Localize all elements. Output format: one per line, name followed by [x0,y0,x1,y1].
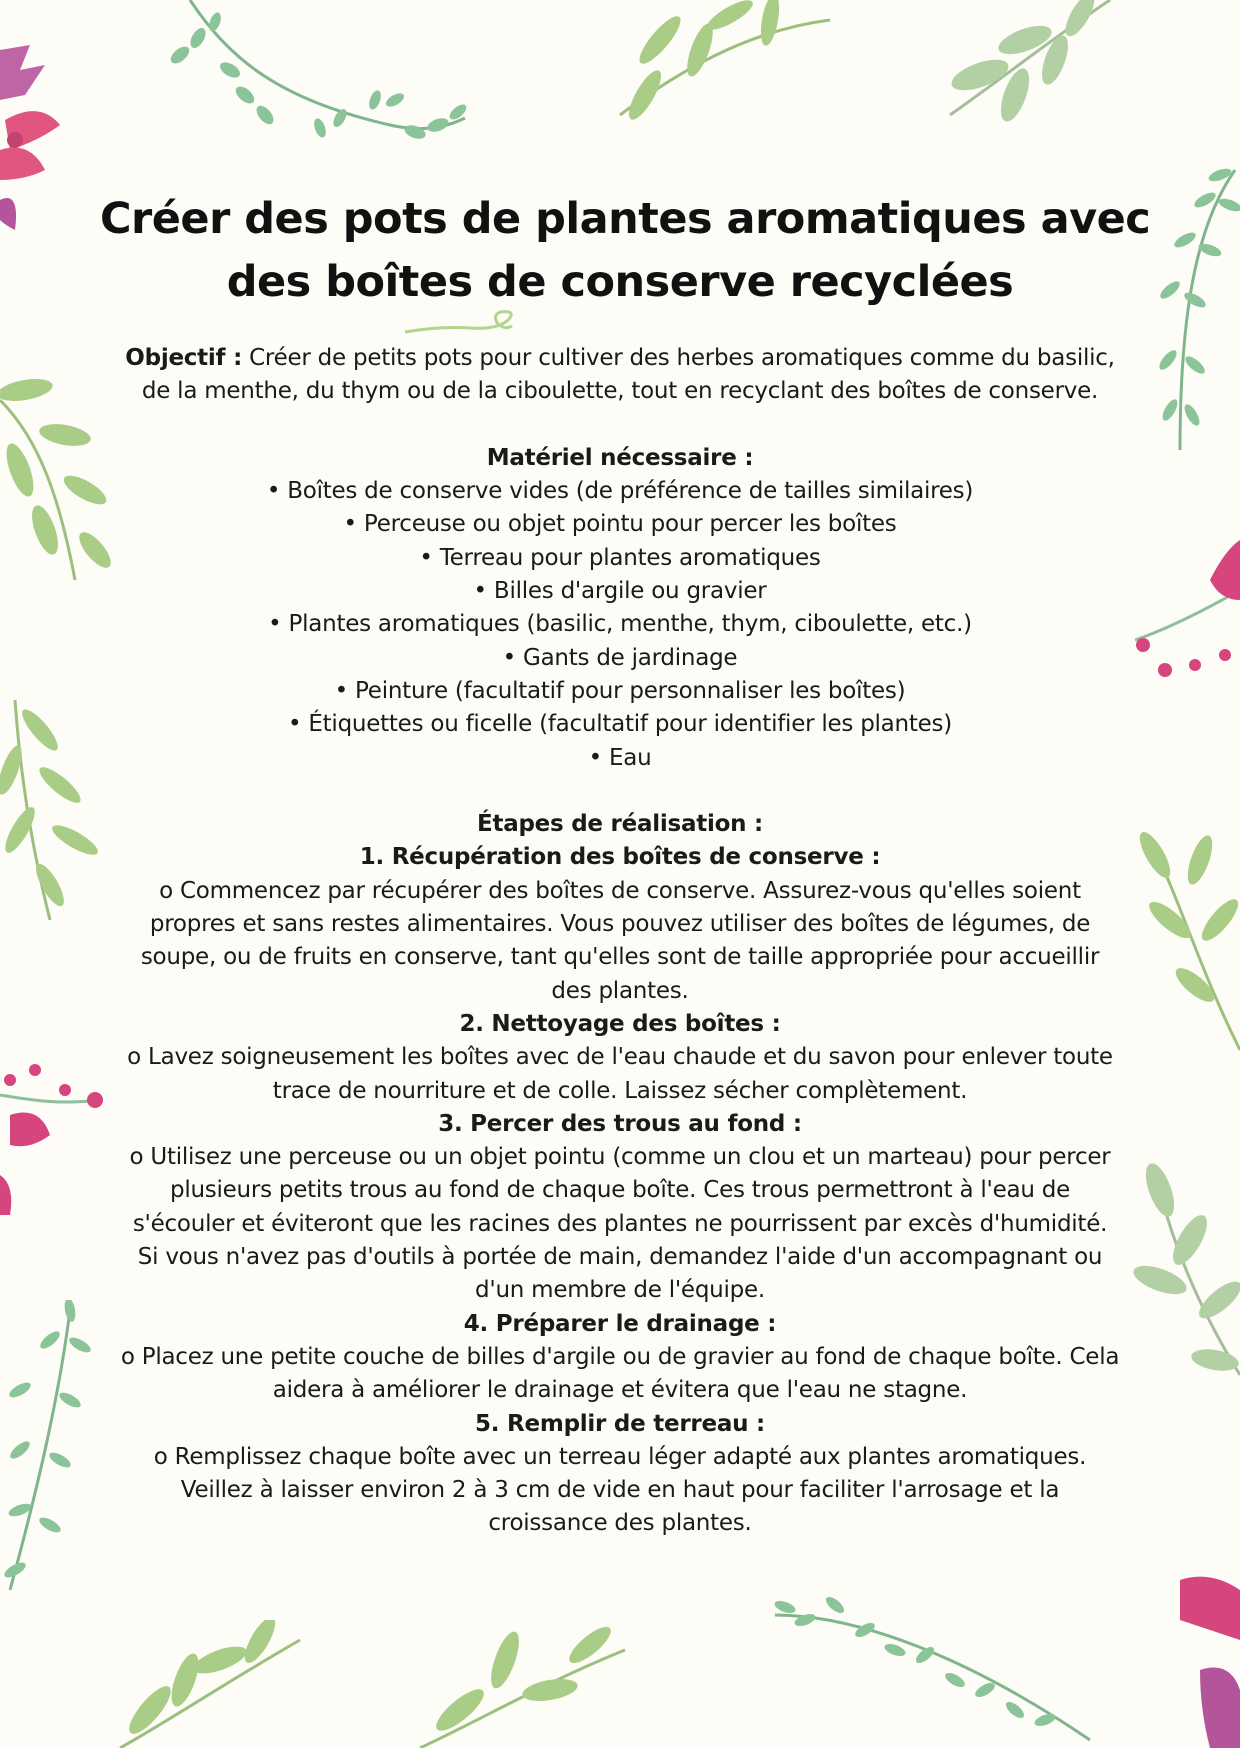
step-3-line: Si vous n'avez pas d'outils à portée de main, demandez l'aide d'un accompagnant ou [137,1244,1103,1271]
pink-flower-icon [1170,1560,1240,1748]
title-line-1: Créer des pots de plantes aromatiques avec [100,194,1151,244]
step-2-line: o Lavez soigneusement les boîtes avec de l'eau chaude et du savon pour enlever toute [127,1044,1113,1071]
eucalyptus-leaf-icon [600,0,840,130]
step-1-line: des plantes. [551,977,689,1004]
eucalyptus-leaf-icon [410,1620,630,1748]
document-content [100,188,1151,1541]
step-title-4: 4. Préparer le drainage : [463,1310,777,1337]
eucalyptus-leaf-icon [1130,1160,1240,1380]
step-1-line: o Commencez par récupérer des boîtes de conserve. Assurez-vous qu'elles soient [159,877,1081,904]
fern-sprig-icon [765,1595,1095,1748]
step-title-1: 1. Récupération des boîtes de conserve : [359,844,881,871]
step-4-line: o Placez une petite couche de billes d'argile ou de gravier au fond de chaque boîte. Cela [120,1343,1120,1370]
page-title [100,188,1151,314]
step-3-line: o Utilisez une perceuse ou un objet pointu (comme un clou et un marteau) pour percer [129,1144,1111,1171]
fern-sprig-icon [170,0,470,160]
title-line-2: des boîtes de conserve recyclées [226,257,1014,307]
step-4-line: aidera à améliorer le drainage et évitera que l'eau ne stagne. [272,1377,968,1404]
step-2-line: trace de nourriture et de colle. Laissez sécher complètement. [272,1077,968,1104]
eucalyptus-leaf-icon [110,1620,310,1748]
objective-line-2: de la menthe, du thym ou de la ciboulette, tout en recyclant des boîtes de conserve. [141,378,1099,405]
materials-item: • Gants de jardinage [502,644,738,671]
objective-line-1 [100,342,1140,375]
step-title-3: 3. Percer des trous au fond : [438,1110,802,1137]
materials-item: • Plantes aromatiques (basilic, menthe, thym, ciboulette, etc.) [268,611,972,638]
materials-item: • Perceuse ou objet pointu pour percer les boîtes [343,511,897,538]
objective-text-1: Créer de petits pots pour cultiver des herbes aromatiques comme du basilic, [242,345,1115,371]
step-3-line: plusieurs petits trous au fond de chaque boîte. Ces trous permettront à l'eau de [169,1177,1071,1204]
materials-item: • Étiquettes ou ficelle (facultatif pour identifier les plantes) [288,711,952,738]
pink-flower-icon [0,1055,110,1215]
objective-label: Objectif : [125,345,243,371]
materials-item: • Boîtes de conserve vides (de préférence de tailles similaires) [266,478,974,505]
step-1-line: propres et sans restes alimentaires. Vous pouvez utiliser des boîtes de légumes, de [149,911,1091,938]
steps-heading: Étapes de réalisation : [476,811,763,838]
pink-flower-icon [1125,530,1240,690]
materials-item: • Billes d'argile ou gravier [473,578,767,605]
materials-item: • Terreau pour plantes aromatiques [419,544,821,571]
eucalyptus-leaf-icon [1130,820,1240,1060]
materials-heading: Matériel nécessaire : [486,444,754,471]
materials-item: • Peinture (facultatif pour personnaliser les boîtes) [334,677,906,704]
materials-item: • Eau [588,744,652,771]
step-3-line: d'un membre de l'équipe. [475,1277,765,1304]
eucalyptus-leaf-icon [940,0,1140,130]
fern-sprig-icon [1140,160,1240,460]
step-3-line: s'écouler et éviteront que les racines des plantes ne pourrissent par excès d'humidité. [132,1210,1108,1237]
step-title-5: 5. Remplir de terreau : [475,1410,765,1437]
step-5-line: croissance des plantes. [488,1510,752,1537]
step-1-line: soupe, ou de fruits en conserve, tant qu'elles sont de taille appropriée pour accueillir [140,944,1100,971]
eucalyptus-leaf-icon [0,690,110,920]
fern-sprig-icon [0,1300,100,1600]
step-title-2: 2. Nettoyage des boîtes : [459,1010,781,1037]
pink-flower-icon [0,40,80,240]
step-5-line: Veillez à laisser environ 2 à 3 cm de vide en haut pour faciliter l'arrosage et la [180,1477,1060,1504]
step-5-line: o Remplissez chaque boîte avec un terreau léger adapté aux plantes aromatiques. [153,1443,1087,1470]
